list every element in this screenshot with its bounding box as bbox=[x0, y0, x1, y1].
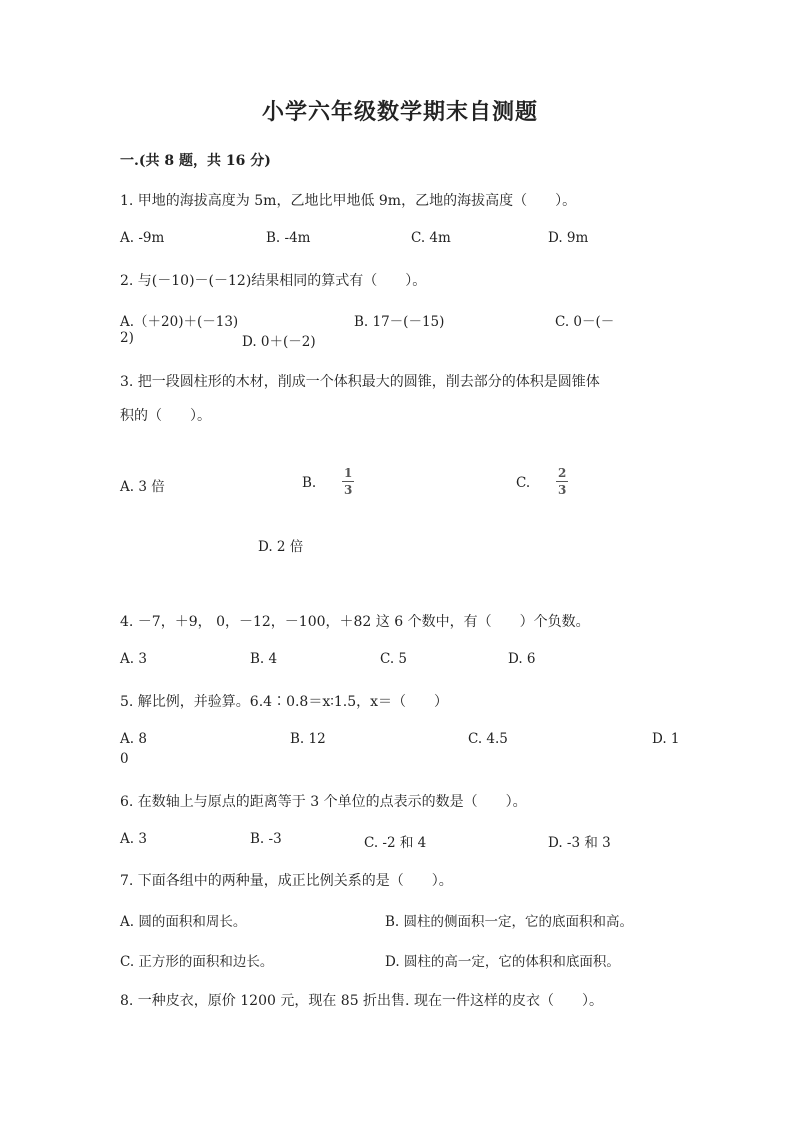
question-2-option-d[interactable]: D. 0＋(－2) bbox=[242, 334, 316, 350]
question-5-option-b[interactable]: B. 12 bbox=[290, 731, 326, 747]
question-2-option-a[interactable]: A.（＋20)＋(－13) bbox=[120, 314, 239, 330]
page-title: 小学六年级数学期末自测题 bbox=[261, 99, 538, 125]
fraction-denominator: 3 bbox=[558, 483, 567, 497]
question-1-option-d[interactable]: D. 9m bbox=[548, 230, 589, 246]
question-5-option-c[interactable]: C. 4.5 bbox=[468, 731, 508, 747]
question-2-option-c[interactable]: C. 0－(－ bbox=[555, 314, 615, 330]
question-7-stem: 7. 下面各组中的两种量，成正比例关系的是（ ）。 bbox=[120, 873, 453, 889]
question-5-stem: 5. 解比例，并验算。6.4∶0.8＝x∶1.5，x＝（ ） bbox=[120, 694, 449, 710]
fraction-numerator: 2 bbox=[558, 466, 567, 480]
question-6-option-a[interactable]: A. 3 bbox=[120, 831, 147, 847]
question-1-option-c[interactable]: C. 4m bbox=[411, 230, 451, 246]
question-7-option-a[interactable]: A. 圆的面积和周长。 bbox=[120, 914, 247, 930]
question-4-option-c[interactable]: C. 5 bbox=[380, 651, 408, 667]
question-7-option-c[interactable]: C. 正方形的面积和边长。 bbox=[120, 954, 274, 970]
question-3-option-a[interactable]: A. 3 倍 bbox=[120, 479, 165, 495]
question-3-option-c[interactable]: C. bbox=[516, 475, 531, 491]
question-1-option-b[interactable]: B. -4m bbox=[266, 230, 311, 246]
question-5-option-a[interactable]: A. 8 bbox=[120, 731, 147, 747]
section-heading: 一.(共 8 题，共 16 分) bbox=[120, 153, 271, 169]
question-6-stem: 6. 在数轴上与原点的距离等于 3 个单位的点表示的数是（ ）。 bbox=[120, 794, 527, 810]
question-3-stem-line-1: 3. 把一段圆柱形的木材，削成一个体积最大的圆锥，削去部分的体积是圆锥体 bbox=[120, 374, 600, 390]
fraction-denominator: 3 bbox=[344, 483, 353, 497]
question-4-option-a[interactable]: A. 3 bbox=[120, 651, 147, 667]
question-8-stem: 8. 一种皮衣，原价 1200 元，现在 85 折出售. 现在一件这样的皮衣（ ）。 bbox=[120, 993, 603, 1009]
question-2-stem: 2. 与(－10)－(－12)结果相同的算式有（ ）。 bbox=[120, 273, 427, 289]
question-6-option-c[interactable]: C. -2 和 4 bbox=[364, 835, 427, 851]
question-3-option-b-fraction bbox=[342, 467, 354, 496]
question-6-option-d[interactable]: D. -3 和 3 bbox=[548, 835, 611, 851]
question-7-option-d[interactable]: D. 圆柱的高一定，它的体积和底面积。 bbox=[385, 954, 620, 970]
question-5-option-d-wrap: 0 bbox=[120, 751, 129, 767]
question-4-option-b[interactable]: B. 4 bbox=[250, 651, 278, 667]
question-5-option-d[interactable]: D. 1 bbox=[652, 731, 680, 747]
question-1-stem: 1. 甲地的海拔高度为 5m，乙地比甲地低 9m，乙地的海拔高度（ ）。 bbox=[120, 193, 577, 209]
question-4-option-d[interactable]: D. 6 bbox=[508, 651, 536, 667]
question-3-stem-line-2: 积的（ ）。 bbox=[120, 408, 211, 424]
question-3-option-d[interactable]: D. 2 倍 bbox=[258, 539, 304, 555]
question-7-option-b[interactable]: B. 圆柱的侧面积一定，它的底面积和高。 bbox=[385, 914, 634, 930]
question-3-option-b[interactable]: B. bbox=[302, 475, 317, 491]
question-3-option-c-fraction bbox=[556, 467, 568, 496]
question-2-option-b[interactable]: B. 17－(－15) bbox=[354, 314, 445, 330]
question-6-option-b[interactable]: B. -3 bbox=[250, 831, 282, 847]
question-1-option-a[interactable]: A. -9m bbox=[120, 230, 165, 246]
question-4-stem: 4. －7，＋9， 0，－12，－100，＋82 这 6 个数中，有（ ）个负数。 bbox=[120, 614, 590, 630]
fraction-numerator: 1 bbox=[344, 466, 353, 480]
question-2-option-c-wrap: 2) bbox=[120, 330, 134, 346]
